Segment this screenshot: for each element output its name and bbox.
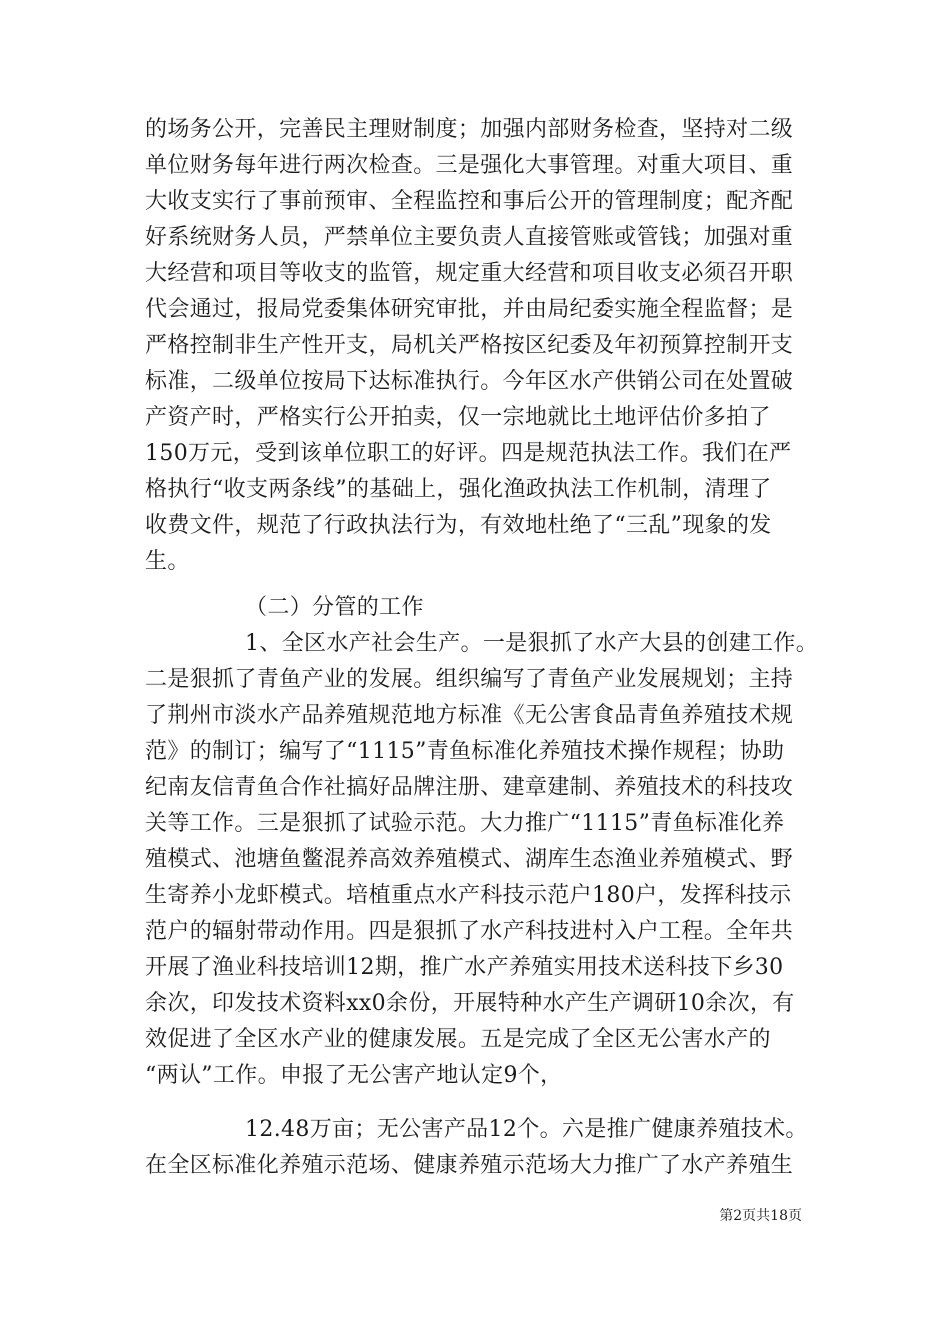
- text-line: 好系统财务人员，严禁单位主要负责人直接管账或管钱；加强对重: [145, 225, 794, 250]
- text-line: 标准，二级单位按局下达标准执行。今年区水产供销公司在处置破: [145, 369, 794, 394]
- text-line: 格执行“收支两条线”的基础上，强化渔政执法工作机制，清理了: [145, 477, 772, 502]
- text-line: 范户的辐射带动作用。四是狠抓了水产科技进村入户工程。全年共: [145, 919, 794, 944]
- text-line: 在全区标准化养殖示范场、健康养殖示范场大力推广了水产养殖生: [145, 1153, 794, 1178]
- text-line: 了荆州市淡水产品养殖规范地方标准《无公害食品青鱼养殖技术规: [145, 703, 794, 728]
- text-line: 二是狠抓了青鱼产业的发展。组织编写了青鱼产业发展规划；主持: [145, 667, 794, 692]
- paragraph-start-line: 1、全区水产社会生产。一是狠抓了水产大县的创建工作。: [245, 631, 819, 656]
- text-line: 收费文件，规范了行政执法行为，有效地杜绝了“三乱”现象的发: [145, 513, 772, 538]
- text-line: 开展了渔业科技培训12期，推广水产养殖实用技术送科技下乡30: [145, 955, 784, 980]
- text-line: 关等工作。三是狠抓了试验示范。大力推广“1115”青鱼标准化养: [145, 811, 785, 836]
- section-heading: （二）分管的工作: [245, 595, 424, 620]
- text-line: “两认”工作。申报了无公害产地认定9个，: [145, 1063, 563, 1088]
- text-line: 代会通过，报局党委集体研究审批，并由局纪委实施全程监督；是: [145, 297, 794, 322]
- text-line: 纪南友信青鱼合作社搞好品牌注册、建章建制、养殖技术的科技攻: [145, 775, 794, 800]
- text-line: 大收支实行了事前预审、全程监控和事后公开的管理制度；配齐配: [145, 189, 794, 214]
- text-line: 的场务公开，完善民主理财制度；加强内部财务检查，坚持对二级: [145, 117, 794, 142]
- text-line: 生。: [145, 549, 190, 574]
- text-line: 余次，印发技术资料xx0余份，开展特种水产生产调研10余次，有: [145, 991, 795, 1016]
- text-line-indented: 12.48万亩；无公害产品12个。六是推广健康养殖技术。: [245, 1117, 808, 1142]
- text-line: 150万元，受到该单位职工的好评。四是规范执法工作。我们在严: [145, 441, 792, 466]
- text-line: 大经营和项目等收支的监管，规定重大经营和项目收支必须召开职: [145, 261, 794, 286]
- text-line: 范》的制订；编写了“1115”青鱼标准化养殖技术操作规程；协助: [145, 739, 785, 764]
- text-line: 严格控制非生产性开支，局机关严格按区纪委及年初预算控制开支: [145, 333, 794, 358]
- text-line: 效促进了全区水产业的健康发展。五是完成了全区无公害水产的: [145, 1027, 771, 1052]
- page-number-footer: 第2页共18页: [719, 1208, 802, 1224]
- text-line: 单位财务每年进行两次检查。三是强化大事管理。对重大项目、重: [145, 153, 794, 178]
- text-line: 殖模式、池塘鱼鳖混养高效养殖模式、湖库生态渔业养殖模式、野: [145, 847, 794, 872]
- text-line: 生寄养小龙虾模式。培植重点水产科技示范户180户，发挥科技示: [145, 883, 792, 908]
- text-line: 产资产时，严格实行公开拍卖，仅一宗地就比土地评估价多拍了: [145, 405, 771, 430]
